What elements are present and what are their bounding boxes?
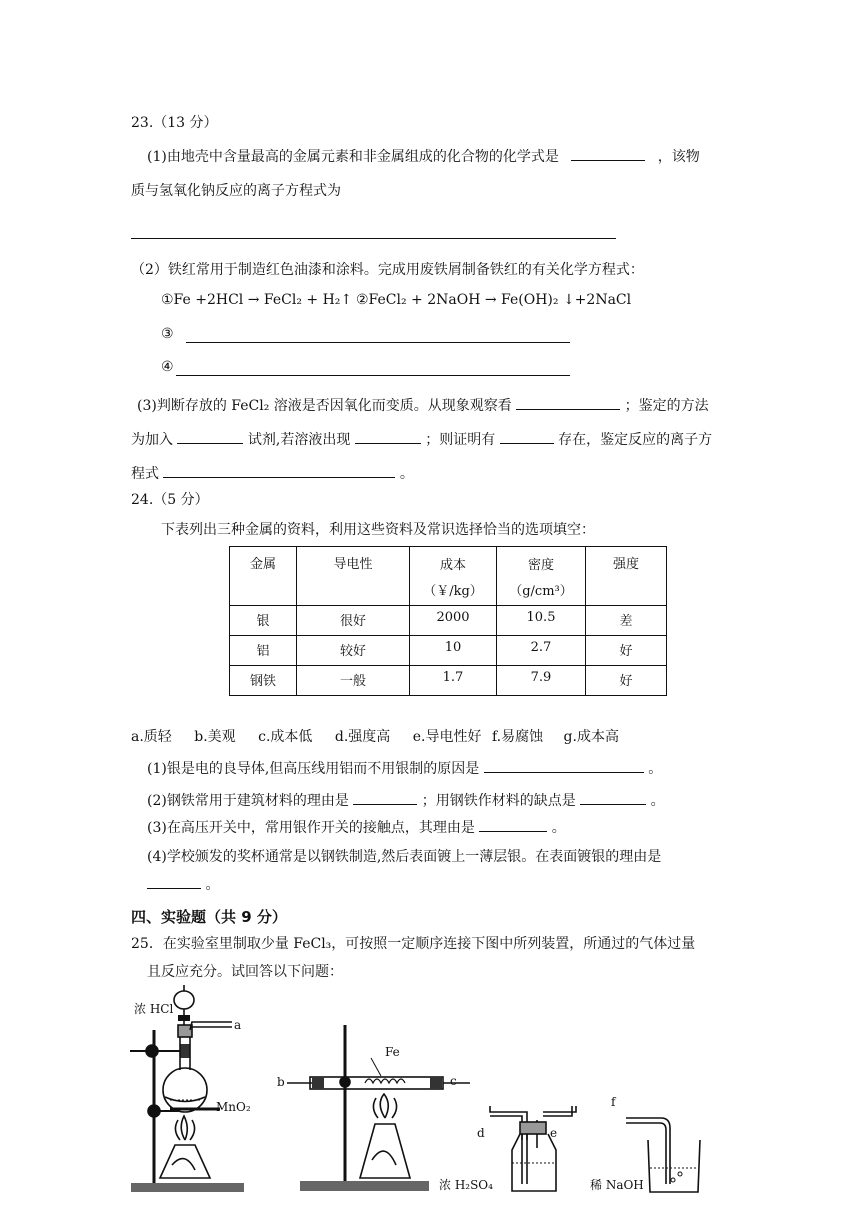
table-cell: 好 <box>586 636 667 666</box>
q24-sub1-end: 。 <box>648 761 663 777</box>
table-cell: 2.7 <box>497 636 586 666</box>
q23-part3-text-d: 试剂,若溶液出现 <box>247 432 351 448</box>
q23-part3-text-h: 。 <box>399 466 414 482</box>
table-cell: 铝 <box>230 636 297 666</box>
q24-sub4-end: 。 <box>205 877 220 893</box>
table-cell: 10.5 <box>497 606 586 636</box>
q23-part3-text-c: 为加入 <box>131 432 173 448</box>
table-row <box>230 666 667 696</box>
label-c: c <box>450 1074 457 1088</box>
table-cell: 差 <box>586 606 667 636</box>
label-fe: Fe <box>385 1045 400 1059</box>
label-mno2: MnO₂ <box>216 1100 251 1114</box>
q24-sub4-line2 <box>147 874 219 894</box>
section-title: 四、实验题（共 9 分） <box>131 908 287 926</box>
q23-equation-4-blank[interactable] <box>176 375 570 376</box>
q23-ion-blank[interactable] <box>500 429 554 444</box>
label-conc-h2so4: 浓 H₂SO₄ <box>439 1178 493 1192</box>
option-f: f.易腐蚀 <box>491 729 544 745</box>
q24-options <box>131 726 619 746</box>
q23-part1-text-a: (1)由地壳中含量最高的金属元素和非金属组成的化合物的化学式是 <box>147 149 559 165</box>
table-cell: 一般 <box>297 666 410 696</box>
q23-reagent-blank[interactable] <box>177 429 243 444</box>
q24-sub2-blank-2[interactable] <box>580 790 646 805</box>
table-cell: 2000 <box>410 606 497 636</box>
q24-intro: 下表列出三种金属的资料，利用这些资料及常识选择恰当的选项填空： <box>161 522 595 538</box>
table-header-cell <box>497 547 586 606</box>
label-d: d <box>477 1126 485 1140</box>
table-cell: 10 <box>410 636 497 666</box>
q24-sub2-blank-1[interactable] <box>353 790 417 805</box>
drying-bottle <box>490 1106 576 1191</box>
q23-part3-line2 <box>131 429 712 449</box>
label-f: f <box>611 1095 616 1109</box>
q24-sub3-end: 。 <box>551 820 566 836</box>
q24-sub1-text: (1)银是电的良导体,但高压线用铝而不用银制的原因是 <box>147 761 480 777</box>
label-dilute-naoh: 稀 NaOH <box>590 1178 644 1192</box>
q24-sub3-text: (3)在高压开关中，常用银作开关的接触点，其理由是 <box>147 820 475 836</box>
table-header-cell: 金属 <box>230 547 297 606</box>
label-e: e <box>550 1126 558 1140</box>
option-g: g.成本高 <box>563 729 619 745</box>
label-conc-hcl: 浓 HCl <box>134 1002 174 1016</box>
q23-part3-text-f: 存在，鉴定反应的离子方 <box>558 432 713 448</box>
option-a: a.质轻 <box>131 729 172 745</box>
q24-sub2-end: 。 <box>650 793 665 809</box>
table-header-cell <box>410 547 497 606</box>
table-header-label: 成本 <box>439 558 466 573</box>
q23-equation-1: ①Fe +2HCl → FeCl₂ + H₂↑ <box>161 292 353 308</box>
q23-part1-text-c: 质与氢氧化钠反应的离子方程式为 <box>131 183 341 199</box>
table-cell: 钢铁 <box>230 666 297 696</box>
q24-sub1-blank[interactable] <box>484 758 644 773</box>
table-header-unit: （g/cm³） <box>509 584 573 599</box>
q23-ionic-equation-blank-2[interactable] <box>163 463 395 478</box>
naoh-beaker <box>626 1118 700 1192</box>
q23-part2-intro: （2）铁红常用于制造红色油漆和涂料。完成用废铁屑制备铁红的有关化学方程式： <box>131 262 644 278</box>
q23-equation-4-label: ④ <box>161 359 174 375</box>
q23-part3-text-b: ；鉴定的方法 <box>624 398 709 414</box>
table-header-cell: 强度 <box>586 547 667 606</box>
table-row <box>230 636 667 666</box>
q25-text-a: 25．在实验室里制取少量 FeCl₃，可按照一定顺序连接下图中所列装置，所通过的气体过量 <box>131 936 696 952</box>
chlorine-generator <box>130 985 244 1192</box>
q23-part3-line1 <box>137 395 709 415</box>
q24-sub4-text: (4)学校颁发的奖杯通常是以钢铁制造,然后表面镀上一薄层银。在表面镀银的理由是 <box>147 849 662 865</box>
q24-sub1 <box>147 758 662 778</box>
table-header-cell: 导电性 <box>297 547 410 606</box>
table-cell: 很好 <box>297 606 410 636</box>
table-cell: 银 <box>230 606 297 636</box>
table-header-row <box>230 547 667 606</box>
q23-part1-text-b: ，该物 <box>657 149 700 165</box>
q23-part3-text-e: ；则证明有 <box>425 432 496 448</box>
q25-text-b: 且反应充分。试回答以下问题： <box>147 964 343 980</box>
option-e: e.导电性好 <box>412 729 482 745</box>
label-b: b <box>277 1075 285 1089</box>
q24-sub2-text-b: ；用钢铁作材料的缺点是 <box>421 793 576 809</box>
option-d: d.强度高 <box>334 729 391 745</box>
table-cell: 1.7 <box>410 666 497 696</box>
q23-part3-line3 <box>131 463 414 483</box>
q23-header: 23.（13 分） <box>131 115 218 131</box>
q23-formula-blank[interactable] <box>571 146 645 161</box>
iron-reaction-tube <box>287 1025 470 1191</box>
table-header-unit: （￥/kg） <box>423 584 483 599</box>
q23-equation-3-blank[interactable] <box>186 342 570 343</box>
table-cell: 好 <box>586 666 667 696</box>
q24-sub3 <box>147 817 566 837</box>
table-header-label: 密度 <box>527 558 554 573</box>
q23-equation-3-label: ③ <box>161 326 174 342</box>
q23-observation-blank[interactable] <box>516 395 620 410</box>
q23-equation-2: ②FeCl₂ + 2NaOH → Fe(OH)₂ ↓+2NaCl <box>356 292 632 308</box>
metal-properties-table <box>229 546 667 696</box>
q23-part3-text-a: (3)判断存放的 FeCl₂ 溶液是否因氧化而变质。从现象观察看 <box>137 398 512 414</box>
option-b: b.美观 <box>194 729 236 745</box>
table-row <box>230 606 667 636</box>
table-cell: 7.9 <box>497 666 586 696</box>
q23-ionic-equation-blank[interactable] <box>131 238 616 239</box>
q24-header: 24.（5 分） <box>131 492 209 508</box>
q24-sub2-text: (2)钢铁常用于建筑材料的理由是 <box>147 793 349 809</box>
q24-sub3-blank[interactable] <box>479 817 547 832</box>
table-cell: 较好 <box>297 636 410 666</box>
q23-part3-text-g: 程式 <box>131 466 159 482</box>
label-a: a <box>234 1018 242 1032</box>
option-c: c.成本低 <box>258 729 313 745</box>
q24-sub2 <box>147 790 665 810</box>
q23-part1-line1 <box>147 146 700 166</box>
q23-phenomenon-blank[interactable] <box>355 429 421 444</box>
q24-sub4-blank[interactable] <box>147 874 201 889</box>
